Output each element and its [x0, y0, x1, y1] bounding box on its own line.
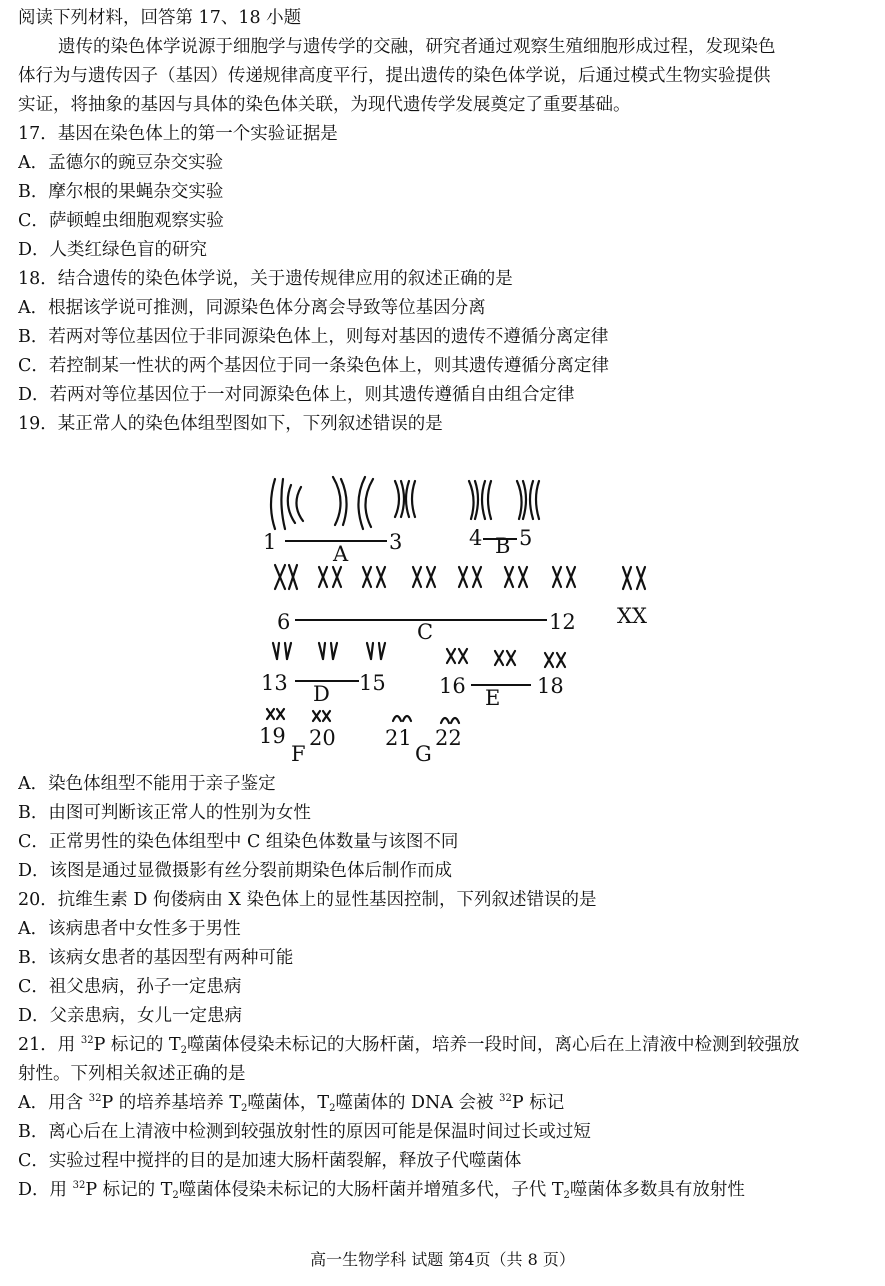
chromosome-number-20: 20 — [309, 726, 336, 750]
q19-option-a: A．染色体组型不能用于亲子鉴定 — [18, 774, 276, 794]
chromosome-number-3: 3 — [389, 530, 403, 554]
q19-stem: 19．某正常人的染色体组型图如下，下列叙述错误的是 — [18, 414, 443, 434]
group-label-c: C — [417, 620, 434, 644]
chromosome-6 — [275, 565, 297, 589]
chromosome-number-4: 4 — [469, 526, 483, 550]
q19-option-c: C．正常男性的染色体组型中 C 组染色体数量与该图不同 — [18, 832, 459, 852]
material-intro: 阅读下列材料，回答第 17、18 小题 — [18, 8, 302, 28]
q17-option-d: D．人类红绿色盲的研究 — [18, 240, 208, 260]
q17-option-b: B．摩尔根的果蝇杂交实验 — [18, 182, 224, 202]
chromosome-number-15: 15 — [359, 671, 386, 695]
q20-option-b: B．该病女患者的基因型有两种可能 — [18, 948, 294, 968]
chromosome-16 — [447, 649, 467, 663]
chromosome-number-6: 6 — [277, 610, 291, 634]
chromosome-12 — [553, 567, 575, 587]
q21-option-b: B．离心后在上清液中检测到较强放射性的原因可能是保温时间过长或过短 — [18, 1122, 591, 1142]
chromosome-17 — [495, 651, 515, 665]
q18-option-b: B．若两对等位基因位于非同源染色体上，则每对基因的遗传不遵循分离定律 — [18, 327, 609, 347]
group-label-g: G — [415, 742, 432, 766]
karyotype-figure — [255, 465, 665, 770]
chromosome-20 — [313, 711, 330, 721]
q18-option-d: D．若两对等位基因位于一对同源染色体上，则其遗传遵循自由组合定律 — [18, 385, 575, 405]
group-label-a: A — [333, 542, 349, 566]
q20-stem: 20．抗维生素 D 佝偻病由 X 染色体上的显性基因控制，下列叙述错误的是 — [18, 890, 597, 910]
chromosome-9 — [413, 567, 435, 587]
q21-stem-line-2: 射性。下列相关叙述正确的是 — [18, 1064, 246, 1084]
q17-option-c: C．萨顿蝗虫细胞观察实验 — [18, 211, 224, 231]
q20-option-c: C．祖父患病，孙子一定患病 — [18, 977, 242, 997]
chromosome-4 — [469, 481, 491, 519]
karyotype-svg — [255, 465, 665, 770]
chromosome-number-21: 21 — [385, 726, 412, 750]
q21-stem-line-1: 21．用 $^{32}$P 标记的 $T_2$噬菌体侵染未标记的大肠杆菌，培养一段时间，离心后在上清液中检测到较强放 — [18, 1035, 800, 1056]
q18-stem: 18．结合遗传的染色体学说，关于遗传规律应用的叙述正确的是 — [18, 269, 513, 289]
chromosome-13 — [273, 643, 291, 659]
chromosome-number-5: 5 — [519, 526, 533, 550]
chromosome-11 — [505, 567, 527, 587]
material-passage-line-2: 体行为与遗传因子（基因）传递规律高度平行，提出遗传的染色体学说，后通过模式生物实验提供 — [18, 66, 771, 86]
chromosome-number-1: 1 — [263, 530, 277, 554]
chromosome-x-pair — [623, 567, 645, 589]
chromosome-5 — [517, 481, 539, 519]
q17-option-a: A．孟德尔的豌豆杂交实验 — [18, 153, 224, 173]
q21-option-a: A．用含 $^{32}$P 的培养基培养 $T_2$噬菌体，$T_2$噬菌体的 DNA 会被 $^{32}$P 标记 — [18, 1093, 565, 1114]
group-label-e: E — [485, 686, 501, 710]
chromosome-number-22: 22 — [435, 726, 462, 750]
chromosome-14 — [319, 643, 337, 659]
chromosome-number-18: 18 — [537, 674, 564, 698]
q19-option-b: B．由图可判断该正常人的性别为女性 — [18, 803, 311, 823]
chromosome-3 — [395, 481, 415, 517]
chromosome-number-16: 16 — [439, 674, 466, 698]
q19-option-d: D．该图是通过显微摄影有丝分裂前期染色体后制作而成 — [18, 861, 453, 881]
q20-option-d: D．父亲患病，女儿一定患病 — [18, 1006, 243, 1026]
group-label-b: B — [495, 534, 511, 558]
chromosome-15 — [367, 643, 385, 659]
q21-option-c: C．实验过程中搅拌的目的是加速大肠杆菌裂解，释放子代噬菌体 — [18, 1151, 522, 1171]
chromosome-2 — [333, 477, 373, 529]
chromosome-1 — [271, 479, 303, 529]
chromosome-number-19: 19 — [259, 724, 286, 748]
chromosome-8 — [363, 567, 385, 587]
q21-option-d: D．用 $^{32}$P 标记的 $T_2$噬菌体侵染未标记的大肠杆菌并增殖多代，子代 $T_2$噬菌体多数具有放射性 — [18, 1180, 745, 1201]
chromosome-19 — [267, 709, 284, 719]
chromosome-21 — [393, 716, 411, 721]
material-passage-line-3: 实证，将抽象的基因与具体的染色体关联，为现代遗传学发展奠定了重要基础。 — [18, 95, 631, 115]
sex-chromosome-label: XX — [617, 604, 647, 628]
page-footer: 高一生物学科 试题 第4页（共 8 页） — [310, 1250, 575, 1269]
chromosome-10 — [459, 567, 481, 587]
chromosome-18 — [545, 653, 565, 667]
group-label-f: F — [291, 742, 306, 766]
chromosome-22 — [441, 718, 459, 723]
q20-option-a: A．该病患者中女性多于男性 — [18, 919, 241, 939]
chromosome-number-12: 12 — [549, 610, 576, 634]
chromosome-number-13: 13 — [261, 671, 288, 695]
material-passage-line-1: 遗传的染色体学说源于细胞学与遗传学的交融，研究者通过观察生殖细胞形成过程，发现染色 — [58, 37, 776, 57]
q17-stem: 17．基因在染色体上的第一个实验证据是 — [18, 124, 338, 144]
chromosome-7 — [319, 567, 341, 587]
q18-option-a: A．根据该学说可推测，同源染色体分离会导致等位基因分离 — [18, 298, 486, 318]
group-label-d: D — [313, 682, 330, 706]
q18-option-c: C．若控制某一性状的两个基因位于同一条染色体上，则其遗传遵循分离定律 — [18, 356, 609, 376]
